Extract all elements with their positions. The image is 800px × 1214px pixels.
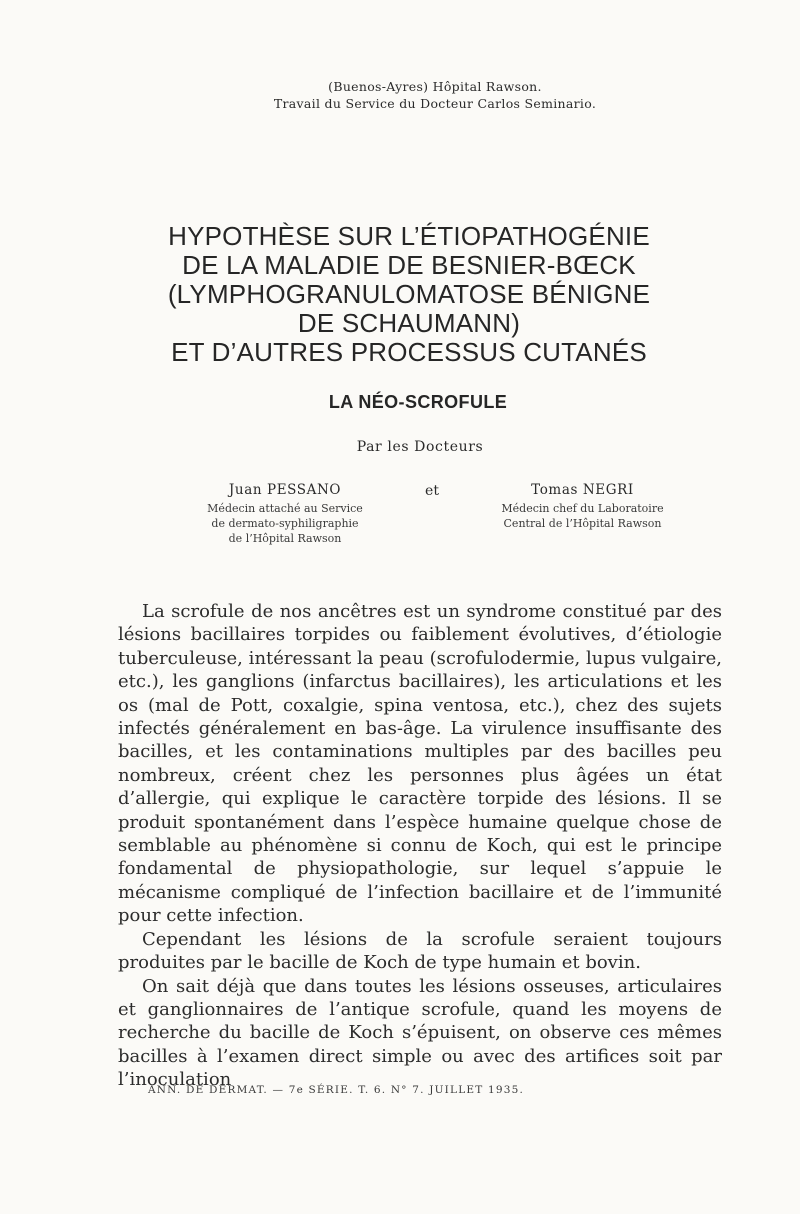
title-line-3: (LYMPHOGRANULOMATOSE BÉNIGNE — [167, 279, 651, 309]
title-line-5: ET D’AUTRES PROCESSUS CUTANÉS — [171, 337, 647, 367]
author-affiliation: de dermato-syphiligraphie — [211, 517, 359, 530]
title-line-1: HYPOTHÈSE SUR L’ÉTIOPATHOGÉNIE — [168, 221, 650, 251]
article-subtitle: LA NÉO-SCROFULE — [328, 392, 508, 412]
byline: Par les Docteurs — [356, 439, 484, 455]
author-block-negri — [455, 483, 710, 531]
header-line-1: (Buenos-Ayres) Hôpital Rawson. — [328, 79, 542, 94]
institution-header — [0, 78, 800, 112]
author-affiliation: Médecin attaché au Service — [207, 502, 363, 515]
article-title — [0, 222, 800, 367]
author-affiliation: Central de l’Hôpital Rawson — [503, 517, 662, 530]
author-block-pessano — [165, 483, 405, 546]
author-affiliation: Médecin chef du Laboratoire — [501, 502, 664, 515]
header-line-2: Travail du Service du Docteur Carlos Seminario. — [273, 96, 597, 111]
author-affiliation: de l’Hôpital Rawson — [228, 532, 342, 545]
article-body — [118, 600, 722, 1092]
title-line-4: DE SCHAUMANN) — [297, 308, 521, 338]
body-paragraph-2: Cependant les lésions de la scrofule seraient toujours produites par le bacille de Koch de type humain et bovin. — [118, 928, 722, 974]
author-conjunction: et — [425, 483, 439, 499]
author-name: Tomas NEGRI — [531, 482, 634, 498]
journal-footer: ANN. DE DERMAT. — 7e SÉRIE. T. 6. N° 7. JUILLET 1935. — [148, 1084, 525, 1096]
body-paragraph-1: La scrofule de nos ancêtres est un syndrome constitué par des lésions bacillaires torpides ou faiblement évolutives, d’étiologie tuberculeuse, intéressant la peau (scrofulodermie, lupus vulgaire, etc.), les ganglions (infarctus bacillaires), les articulations et les os (mal de Pott, coxalgie, spina ventosa, etc.), chez des sujets infectés généralement en bas-âge. La virulence insuffisante des bacilles, et les contaminations multiples par des bacilles peu nombreux, créent chez les personnes plus âgées un état d’allergie, qui explique le caractère torpide des lésions. Il se produit spontanément dans l’espèce humaine quelque chose de semblable au phénomène si connu de Koch, qui est le principe fondamental de physiopathologie, sur lequel s’appuie le mécanisme compliqué de l’infection bacillaire et de l’immunité pour cette infection. — [118, 601, 722, 927]
author-name: Juan PESSANO — [228, 482, 342, 498]
body-paragraph-3: On sait déjà que dans toutes les lésions osseuses, articulaires et ganglionnaires de l’antique scrofule, quand les moyens de recherche du bacille de Koch s’épuisent, on observe ces mêmes bacilles à l’examen direct simple ou avec des artifices soit par l’inoculation — [118, 975, 722, 1091]
title-line-2: DE LA MALADIE DE BESNIER-BŒCK — [182, 250, 636, 280]
